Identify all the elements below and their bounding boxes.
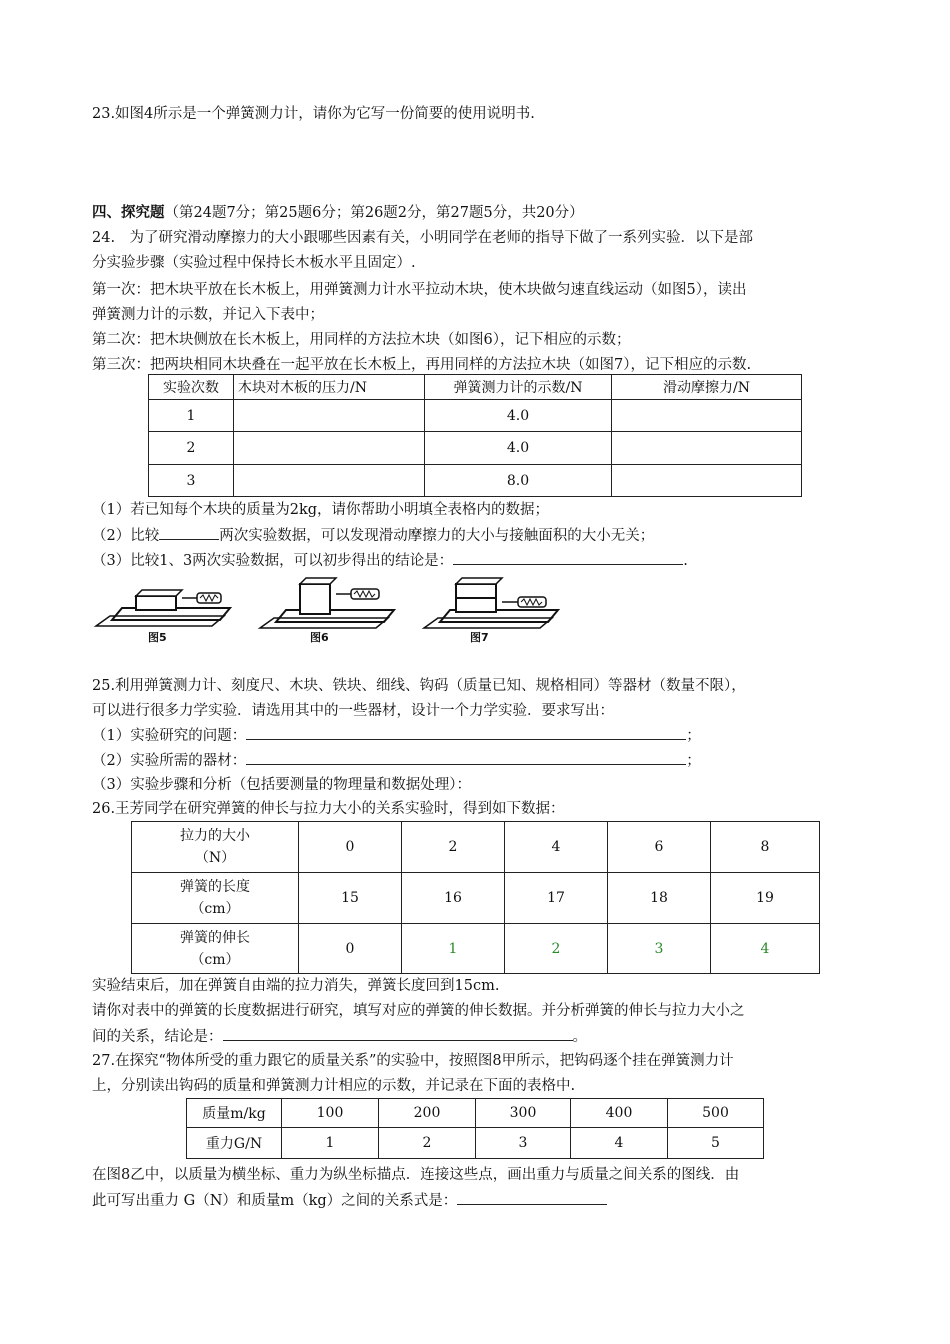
length-cell: 19: [711, 873, 820, 924]
table-row: [187, 1099, 764, 1128]
q24-sub2: [92, 525, 654, 546]
section-title: 四、探究题: [92, 204, 165, 221]
extension-cell[interactable]: 4: [711, 924, 820, 974]
q27-line4: [92, 1190, 607, 1211]
section-heading: [92, 203, 584, 223]
answer-blank[interactable]: [159, 525, 219, 540]
weight-cell: 4: [571, 1128, 668, 1159]
wood-block: [456, 598, 496, 612]
friction-cell[interactable]: [612, 432, 802, 465]
header-cell: 木块对木板的压力/N: [234, 375, 425, 400]
q24-sub3: [92, 550, 688, 571]
extension-cell[interactable]: 1: [402, 924, 505, 974]
q24-step2: 第二次：把木块侧放在长木板上，用同样的方法拉木块（如图6），记下相应的示数；: [92, 332, 631, 348]
mass-cell: 200: [379, 1099, 476, 1128]
q24-intro-line2: 分实验步骤（实验过程中保持长木板水平且固定）.: [92, 255, 416, 271]
pressure-cell[interactable]: [234, 465, 425, 497]
question-23: 23.如图4所示是一个弹簧测力计，请你为它写一份简要的使用说明书.: [92, 106, 535, 122]
friction-table-header: [149, 375, 802, 400]
header-cell: 滑动摩擦力/N: [612, 375, 802, 400]
q25-item3: （3）实验步骤和分析（包括要测量的物理量和数据处理）：: [92, 777, 471, 793]
q24-sub3-suffix: .: [683, 553, 688, 569]
force-cell: 6: [608, 822, 711, 873]
q26-conclusion-end: 。: [572, 1029, 587, 1045]
weight-cell: 2: [379, 1128, 476, 1159]
figure-7-diagram: [420, 576, 560, 632]
extension-cell[interactable]: 2: [505, 924, 608, 974]
q25-item2-end: ；: [686, 753, 701, 769]
weight-cell: 1: [282, 1128, 379, 1159]
q26-after1: 实验结束后，加在弹簧自由端的拉力消失，弹簧长度回到15cm.: [92, 978, 500, 994]
wood-block: [300, 584, 330, 614]
figure-7-label: 图7: [470, 631, 489, 644]
q24-sub2-suffix: 两次实验数据，可以发现滑动摩擦力的大小与接触面积的大小无关；: [219, 528, 655, 544]
trial-number: 1: [149, 400, 234, 432]
header-cell: 弹簧测力计的示数/N: [425, 375, 612, 400]
q25-item1-label: （1）实验研究的问题：: [92, 728, 247, 744]
q25-item1-end: ；: [686, 728, 701, 744]
force-cell: 2: [402, 822, 505, 873]
q24-step1-line2: 弹簧测力计的示数，并记入下表中；: [92, 307, 324, 323]
q24-sub1: （1）若已知每个木块的质量为2kg，请你帮助小明填全表格内的数据；: [92, 502, 550, 518]
trial-number: 3: [149, 465, 234, 497]
section-scores: （第24题7分；第25题6分；第26题2分，第27题5分，共20分）: [164, 205, 584, 221]
spring-table: [131, 821, 820, 974]
q26-conclusion-label: 间的关系，结论是：: [92, 1029, 223, 1045]
answer-blank[interactable]: [223, 1026, 573, 1041]
q25-line2: 可以进行很多力学实验．请选用其中的一些器材，设计一个力学实验．要求写出：: [92, 703, 614, 719]
q24-intro-line1: 24. 为了研究滑动摩擦力的大小跟哪些因素有关，小明同学在老师的指导下做了一系列实验．以下是部: [92, 230, 754, 246]
mass-cell: 100: [282, 1099, 379, 1128]
table-row: [187, 1128, 764, 1159]
q24-step3: 第三次：把两块相同木块叠在一起平放在长木板上，再用同样的方法拉木块（如图7），记下相应的示数.: [92, 357, 752, 373]
q27-line3: 在图8乙中，以质量为横坐标、重力为纵坐标描点．连接这些点，画出重力与质量之间关系的图线．由: [92, 1167, 740, 1183]
force-cell: 4: [505, 822, 608, 873]
trial-number: 2: [149, 432, 234, 465]
mass-cell: 300: [476, 1099, 571, 1128]
q27-formula-label: 此可写出重力 G（N）和质量m（kg）之间的关系式是：: [92, 1193, 458, 1209]
weight-cell: 5: [668, 1128, 764, 1159]
table-row: [132, 924, 820, 974]
answer-blank[interactable]: [246, 750, 686, 765]
mass-cell: 400: [571, 1099, 668, 1128]
friction-cell[interactable]: [612, 400, 802, 432]
answer-blank[interactable]: [453, 550, 683, 565]
q25-item2: [92, 750, 701, 771]
length-cell: 17: [505, 873, 608, 924]
figure-6-label: 图6: [310, 631, 329, 644]
weight-cell: 3: [476, 1128, 571, 1159]
length-cell: 15: [299, 873, 402, 924]
reading-cell: 4.0: [425, 400, 612, 432]
answer-blank[interactable]: [457, 1190, 607, 1205]
q26-after2: 请你对表中的弹簧的长度数据进行研究，填写对应的弹簧的伸长数据。并分析弹簧的伸长与拉力大小之: [92, 1003, 745, 1019]
length-cell: 18: [608, 873, 711, 924]
figure-5-diagram: [92, 580, 232, 630]
table-row: [132, 822, 820, 873]
extension-cell: 0: [299, 924, 402, 974]
wood-block: [456, 584, 496, 598]
q25-item2-label: （2）实验所需的器材：: [92, 753, 247, 769]
extension-cell[interactable]: 3: [608, 924, 711, 974]
row-label: 拉力的大小 （N）: [132, 822, 299, 873]
q24-step1-line1: 第一次：把木块平放在长木板上，用弹簧测力计水平拉动木块，使木块做匀速直线运动（如图5），读出: [92, 282, 747, 298]
q24-sub2-prefix: （2）比较: [92, 528, 160, 544]
figure-6-diagram: [256, 572, 396, 632]
wood-block: [136, 596, 176, 610]
gravity-table: [186, 1098, 764, 1159]
reading-cell: 8.0: [425, 465, 612, 497]
table-row: [132, 873, 820, 924]
pressure-cell[interactable]: [234, 400, 425, 432]
row-label: 重力G/N: [187, 1128, 282, 1159]
force-cell: 0: [299, 822, 402, 873]
q26-after3: [92, 1026, 587, 1047]
q25-line1: 25.利用弹簧测力计、刻度尺、木块、铁块、细线、钩码（质量已知、规格相同）等器材（数量不限），: [92, 678, 746, 694]
q27-line2: 上，分别读出钩码的质量和弹簧测力计相应的示数，并记录在下面的表格中.: [92, 1078, 576, 1094]
figure-5-label: 图5: [148, 631, 167, 644]
q27-line1: 27.在探究“物体所受的重力跟它的质量关系”的实验中，按照图8甲所示，把钩码逐个挂在弹簧测力计: [92, 1053, 734, 1069]
table-row: [149, 400, 802, 432]
q24-sub3-prefix: （3）比较1、3两次实验数据，可以初步得出的结论是：: [92, 553, 454, 569]
force-cell: 8: [711, 822, 820, 873]
header-cell: 实验次数: [149, 375, 234, 400]
row-label: 质量m/kg: [187, 1099, 282, 1128]
friction-table: [148, 374, 802, 497]
row-label: 弹簧的伸长 （cm）: [132, 924, 299, 974]
pressure-cell[interactable]: [234, 432, 425, 465]
q25-item1: [92, 725, 701, 746]
q26-intro: 26.王芳同学在研究弹簧的伸长与拉力大小的关系实验时，得到如下数据：: [92, 801, 565, 817]
table-row: [149, 432, 802, 465]
length-cell: 16: [402, 873, 505, 924]
answer-blank[interactable]: [246, 725, 686, 740]
reading-cell: 4.0: [425, 432, 612, 465]
mass-cell: 500: [668, 1099, 764, 1128]
friction-cell[interactable]: [612, 465, 802, 497]
table-row: [149, 465, 802, 497]
row-label: 弹簧的长度 （cm）: [132, 873, 299, 924]
